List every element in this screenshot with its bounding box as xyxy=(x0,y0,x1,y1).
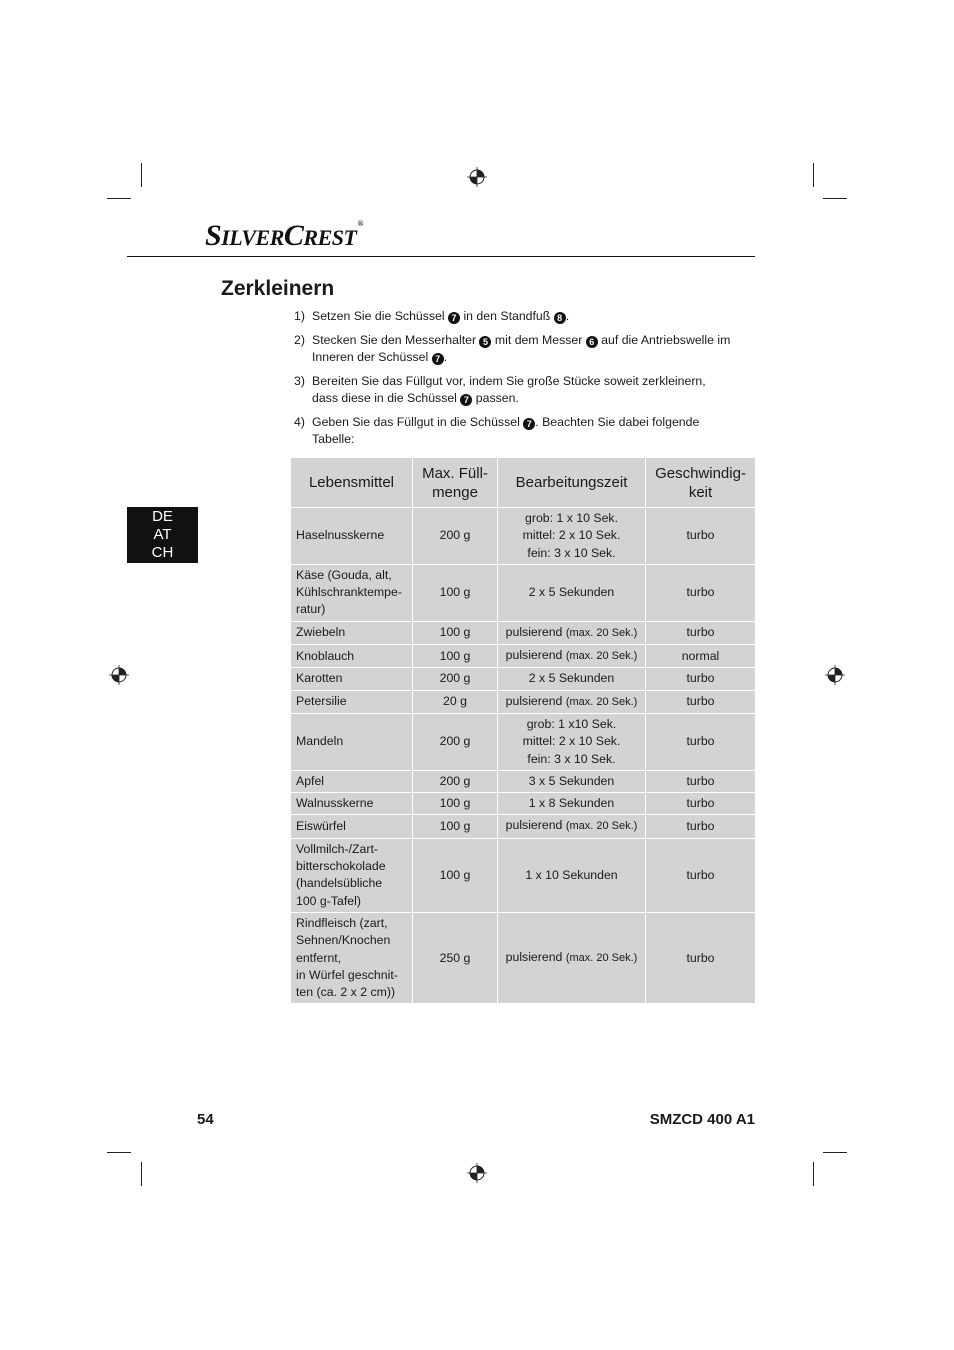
food-cell: Apfel xyxy=(291,770,413,792)
model-number: SMZCD 400 A1 xyxy=(649,1111,755,1128)
amount-cell: 100 g xyxy=(413,838,498,912)
part-number-badge: 6 xyxy=(586,336,598,348)
table-row xyxy=(291,668,756,690)
time-line: 2 x 5 Sekunden xyxy=(528,585,615,600)
time-note: (max. 20 Sek.) xyxy=(565,820,638,833)
food-cell: Zwiebeln xyxy=(291,621,413,644)
crop-mark xyxy=(823,1152,847,1153)
registered-mark: ® xyxy=(357,219,363,228)
step-text-part: . xyxy=(443,350,448,364)
amount-cell: 250 g xyxy=(413,912,498,1003)
speed-cell: turbo xyxy=(646,912,756,1003)
time-line: 1 x 8 Sekunden xyxy=(528,796,615,811)
food-cell: Karotten xyxy=(291,668,413,690)
part-number-badge: 7 xyxy=(523,418,535,430)
step-text-part: passen. xyxy=(472,391,519,405)
step-text-part: . xyxy=(565,309,570,323)
language-code: DE xyxy=(152,508,173,525)
speed-cell: turbo xyxy=(646,713,756,770)
food-cell: Walnusskerne xyxy=(291,793,413,815)
amount-cell: 100 g xyxy=(413,793,498,815)
food-cell: Vollmilch-/Zart- bitterschokolade (handelsübliche 100 g-Tafel) xyxy=(291,838,413,912)
time-line: mittel: 2 x 10 Sek. xyxy=(522,528,621,543)
table-row xyxy=(291,508,756,565)
instruction-step xyxy=(294,373,734,407)
time-note: (max. 20 Sek.) xyxy=(565,695,638,708)
time-line: fein: 3 x 10 Sek. xyxy=(527,751,616,766)
time-main: pulsierend xyxy=(505,818,563,833)
crop-mark xyxy=(107,1152,131,1153)
time-cell xyxy=(498,668,646,690)
time-note: (max. 20 Sek.) xyxy=(565,952,638,965)
amount-cell: 200 g xyxy=(413,668,498,690)
food-cell: Eiswürfel xyxy=(291,815,413,838)
registration-mark-icon xyxy=(825,665,845,685)
step-text-part: Bereiten Sie das Füllgut vor, indem Sie große Stücke soweit zerkleinern, dass diese in die Schüssel xyxy=(312,374,706,405)
part-number-badge: 5 xyxy=(479,336,491,348)
amount-cell: 100 g xyxy=(413,645,498,668)
time-main: pulsierend xyxy=(505,693,563,708)
time-main: pulsierend xyxy=(505,950,563,965)
crop-mark xyxy=(141,163,142,187)
instruction-step xyxy=(294,332,734,366)
page-title: Zerkleinern xyxy=(221,277,335,300)
table-row xyxy=(291,838,756,912)
step-text-part: Geben Sie das Füllgut in die Schüssel xyxy=(312,415,524,429)
time-cell xyxy=(498,690,646,713)
step-text xyxy=(312,374,706,405)
speed-cell: turbo xyxy=(646,564,756,621)
food-cell: Petersilie xyxy=(291,690,413,713)
time-cell xyxy=(498,815,646,838)
table-row xyxy=(291,621,756,644)
table-header-cell: Max. Füll- menge xyxy=(413,458,498,508)
time-line: mittel: 2 x 10 Sek. xyxy=(522,734,621,749)
header-rule xyxy=(127,256,755,257)
table-header-cell: Bearbeitungszeit xyxy=(498,458,646,508)
part-number-badge: 7 xyxy=(448,312,460,324)
speed-cell: turbo xyxy=(646,508,756,565)
registration-mark-icon xyxy=(109,665,129,685)
time-cell xyxy=(498,770,646,792)
table-row xyxy=(291,793,756,815)
food-cell: Haselnusskerne xyxy=(291,508,413,565)
language-code: AT xyxy=(153,526,172,543)
amount-cell: 100 g xyxy=(413,564,498,621)
time-cell xyxy=(498,621,646,644)
amount-cell: 100 g xyxy=(413,621,498,644)
part-number-badge: 7 xyxy=(432,353,444,365)
step-text-part: Stecken Sie den Messerhalter xyxy=(312,333,480,347)
step-text xyxy=(312,309,569,323)
time-main: pulsierend xyxy=(505,624,563,639)
crop-mark xyxy=(813,163,814,187)
speed-cell: turbo xyxy=(646,770,756,792)
part-number-badge: 7 xyxy=(460,394,472,406)
step-text xyxy=(312,415,699,446)
amount-cell: 200 g xyxy=(413,713,498,770)
time-line: 3 x 5 Sekunden xyxy=(528,773,615,788)
logo-text: C xyxy=(283,219,304,252)
time-cell xyxy=(498,564,646,621)
crop-mark xyxy=(141,1162,142,1186)
language-code: CH xyxy=(151,544,174,561)
step-number: 2) xyxy=(294,333,305,347)
table-row xyxy=(291,713,756,770)
table-header-row xyxy=(291,458,756,508)
step-text-part: . Beachten Sie dabei folgende Tabelle: xyxy=(312,415,700,446)
instruction-step xyxy=(294,414,734,448)
logo-text: REST xyxy=(303,225,357,250)
speed-cell: turbo xyxy=(646,690,756,713)
step-text-part: Setzen Sie die Schüssel xyxy=(312,309,449,323)
logo-text: ILVER xyxy=(221,225,284,250)
step-text-part: mit dem Messer xyxy=(491,333,586,347)
time-main: pulsierend xyxy=(505,648,563,663)
time-line: grob: 1 x 10 Sek. xyxy=(525,511,618,525)
food-cell: Knoblauch xyxy=(291,645,413,668)
time-line: grob: 1 x10 Sek. xyxy=(526,716,617,731)
crop-mark xyxy=(813,1162,814,1186)
crop-mark xyxy=(107,198,131,199)
instruction-steps xyxy=(294,308,734,455)
time-cell xyxy=(498,793,646,815)
table-header-cell: Geschwindig- keit xyxy=(646,458,756,508)
table-row xyxy=(291,770,756,792)
amount-cell: 100 g xyxy=(413,815,498,838)
step-number: 4) xyxy=(294,415,305,429)
table-row xyxy=(291,564,756,621)
silvercrest-logo xyxy=(205,219,363,253)
speed-cell: turbo xyxy=(646,793,756,815)
step-number: 3) xyxy=(294,374,305,388)
table-row xyxy=(291,912,756,1003)
language-tab xyxy=(127,507,198,563)
speed-cell: turbo xyxy=(646,668,756,690)
time-cell xyxy=(498,912,646,1003)
table-row xyxy=(291,815,756,838)
step-number: 1) xyxy=(294,309,305,323)
time-cell xyxy=(498,645,646,668)
time-note: (max. 20 Sek.) xyxy=(565,626,638,639)
page-number: 54 xyxy=(197,1111,214,1128)
speed-cell: turbo xyxy=(646,621,756,644)
step-text-part: auf die Antriebswelle im Inneren der Schüssel xyxy=(312,333,731,364)
table-row xyxy=(291,645,756,668)
amount-cell: 20 g xyxy=(413,690,498,713)
food-cell: Käse (Gouda, alt, Kühlschranktempe- ratur) xyxy=(291,564,413,621)
time-cell xyxy=(498,713,646,770)
food-cell: Rindfleisch (zart, Sehnen/Knochen entfernt, in Würfel geschnit- ten (ca. 2 x 2 cm)) xyxy=(291,912,413,1003)
step-text xyxy=(312,333,730,364)
time-line: 2 x 5 Sekunden xyxy=(528,671,615,686)
crop-mark xyxy=(823,198,847,199)
time-cell xyxy=(498,508,646,565)
speed-cell: normal xyxy=(646,645,756,668)
speed-cell: turbo xyxy=(646,838,756,912)
time-cell xyxy=(498,838,646,912)
logo-text: S xyxy=(205,219,222,252)
amount-cell: 200 g xyxy=(413,770,498,792)
registration-mark-icon xyxy=(467,1163,487,1183)
table-row xyxy=(291,690,756,713)
amount-cell: 200 g xyxy=(413,508,498,565)
time-line: 1 x 10 Sekunden xyxy=(525,867,618,882)
time-line: fein: 3 x 10 Sek. xyxy=(527,545,616,560)
part-number-badge: 8 xyxy=(554,312,566,324)
food-cell: Mandeln xyxy=(291,713,413,770)
instruction-step xyxy=(294,308,734,325)
registration-mark-icon xyxy=(467,167,487,187)
time-note: (max. 20 Sek.) xyxy=(565,650,638,663)
step-text-part: in den Standfuß xyxy=(460,309,554,323)
speed-cell: turbo xyxy=(646,815,756,838)
table-header-cell: Lebensmittel xyxy=(291,458,413,508)
processing-table xyxy=(290,457,756,1004)
